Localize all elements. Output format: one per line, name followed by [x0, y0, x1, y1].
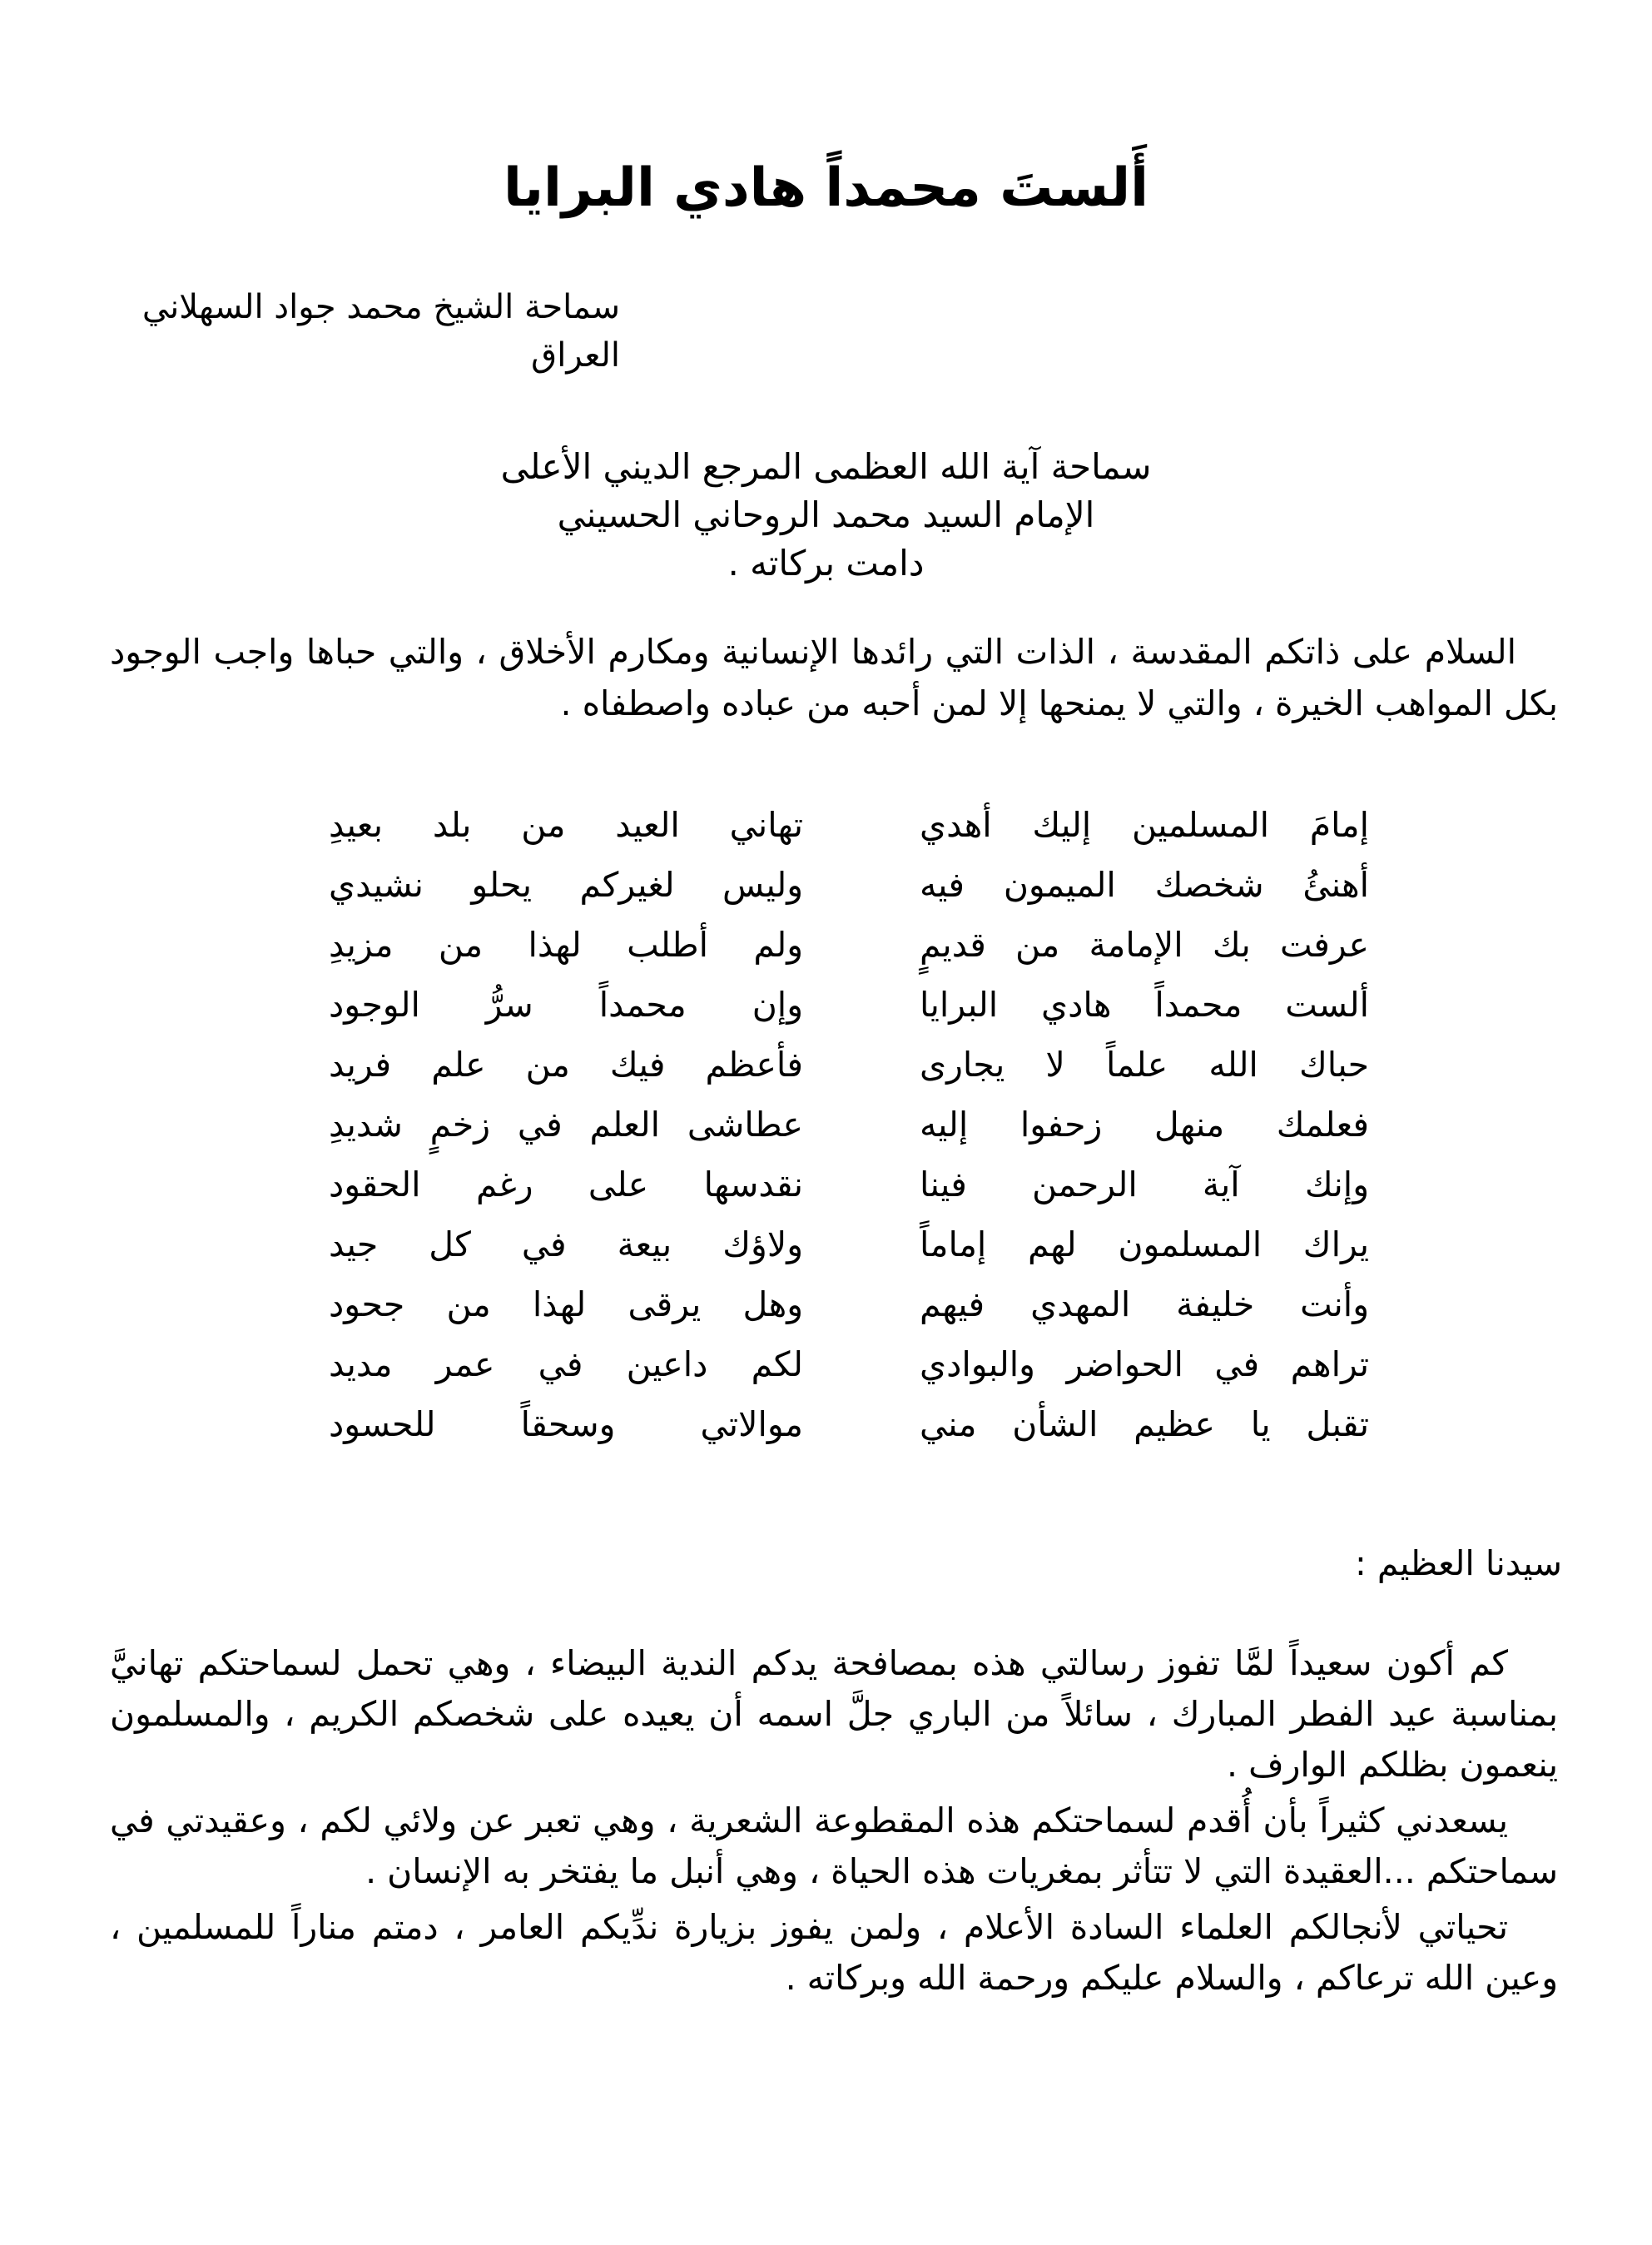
body-paragraph: كم أكون سعيداً لمَّا تفوز رسالتي هذه بمصافحة يدكم الندية البيضاء ، وهي تحمل لسماحتكم تهانيَّ بمناسبة عيد الفطر المبارك ، سائلاً من الباري جلَّ اسمه أن يعيده على شخصكم الكريم ، والمسلمون ينعمون بظلكم الوارف . — [110, 1643, 1558, 1785]
page-title: أَلستَ محمداً هادي البرايا — [503, 157, 1149, 219]
verse-second-hemistich: لكم داعين في عمر مديد — [329, 1344, 803, 1384]
body-paragraph: يسعدني كثيراً بأن أُقدم لسماحتكم هذه المقطوعة الشعرية ، وهي تعبر عن ولائي لكم ، وعقيدتي في سماحتكم ...العقيدة التي لا تتأثر بمغريات هذه الحياة ، وهي أنبل ما يفتخر به الإنسان . — [110, 1800, 1558, 1891]
sender-block — [37, 283, 620, 380]
verse-second-hemistich: فأعظم فيك من علم فريد — [329, 1045, 803, 1085]
verse-first-hemistich: عرفت بك الإمامة من قديمٍ — [920, 925, 1369, 965]
addressee-blessing: دامت بركاته . — [727, 543, 925, 584]
verse-first-hemistich: فعلمك منهل زحفوا إليه — [920, 1105, 1369, 1145]
poem-verse — [0, 1214, 1652, 1274]
greeting-paragraph: السلام على ذاتكم المقدسة ، الذات التي رائدها الإنسانية ومكارم الأخلاق ، والتي حباها واجب الوجود بكل المواهب الخيرة ، والتي لا يمنحها إلا لمن أحبه من عباده واصطفاه . — [110, 632, 1558, 723]
verse-second-hemistich: موالاتي وسحقاً للحسود — [329, 1404, 803, 1444]
verse-first-hemistich: إمامَ المسلمين إليك أهدي — [920, 805, 1369, 845]
verse-second-hemistich: ولاؤك بيعة في كل جيد — [329, 1224, 803, 1264]
verse-second-hemistich: وإن محمداً سرُّ الوجود — [329, 985, 803, 1025]
verse-second-hemistich: وهل يرقى لهذا من جحود — [329, 1284, 803, 1324]
verse-second-hemistich: تهاني العيد من بلد بعيدِ — [329, 805, 803, 845]
verse-first-hemistich: ألست محمداً هادي البرايا — [920, 985, 1369, 1025]
verse-second-hemistich: نقدسها على رغم الحقود — [329, 1165, 803, 1204]
poem-verse — [0, 1274, 1652, 1334]
poem-verse — [0, 1334, 1652, 1394]
body-paragraph: تحياتي لأنجالكم العلماء السادة الأعلام ، ولمن يفوز بزيارة ندِّيكم العامر ، دمتم مناراً للمسلمين ، وعين الله ترعاكم ، والسلام عليكم ورحمة الله وبركاته . — [110, 1907, 1558, 1998]
addressee-title: سماحة آية الله العظمى المرجع الديني الأعلى — [500, 446, 1152, 487]
verse-first-hemistich: تقبل يا عظيم الشأن مني — [920, 1404, 1369, 1444]
sender-name: سماحة الشيخ محمد جواد السهلاني — [141, 288, 620, 326]
poem-verse — [0, 1035, 1652, 1095]
poem-verse — [0, 1095, 1652, 1155]
poem-verse — [0, 855, 1652, 915]
addressee-block — [0, 443, 1652, 588]
verse-first-hemistich: وإنك آية الرحمن فينا — [920, 1165, 1369, 1204]
verse-second-hemistich: وليس لغيركم يحلو نشيدي — [329, 865, 803, 905]
poem-verse — [0, 795, 1652, 855]
verse-first-hemistich: وأنت خليفة المهدي فيهم — [920, 1284, 1369, 1324]
verse-second-hemistich: عطاشى العلم في زخمٍ شديدِ — [329, 1105, 803, 1145]
letter-body — [110, 1638, 1558, 2009]
verse-first-hemistich: تراهم في الحواضر والبوادي — [920, 1344, 1369, 1384]
salutation: سيدنا العظيم : — [1355, 1543, 1562, 1583]
sender-country: العراق — [531, 336, 620, 375]
poem-verse — [0, 975, 1652, 1035]
verse-first-hemistich: أهنئُ شخصك الميمون فيه — [920, 865, 1369, 905]
poem-verse — [0, 1155, 1652, 1214]
verse-second-hemistich: ولم أطلب لهذا من مزيدِ — [329, 925, 803, 965]
poem — [0, 795, 1652, 1454]
verse-first-hemistich: حباك الله علماً لا يجارى — [920, 1045, 1369, 1085]
addressee-name: الإمام السيد محمد الروحاني الحسيني — [557, 494, 1095, 535]
verse-first-hemistich: يراك المسلمون لهم إماماً — [920, 1224, 1369, 1264]
poem-verse — [0, 1394, 1652, 1454]
poem-verse — [0, 915, 1652, 975]
